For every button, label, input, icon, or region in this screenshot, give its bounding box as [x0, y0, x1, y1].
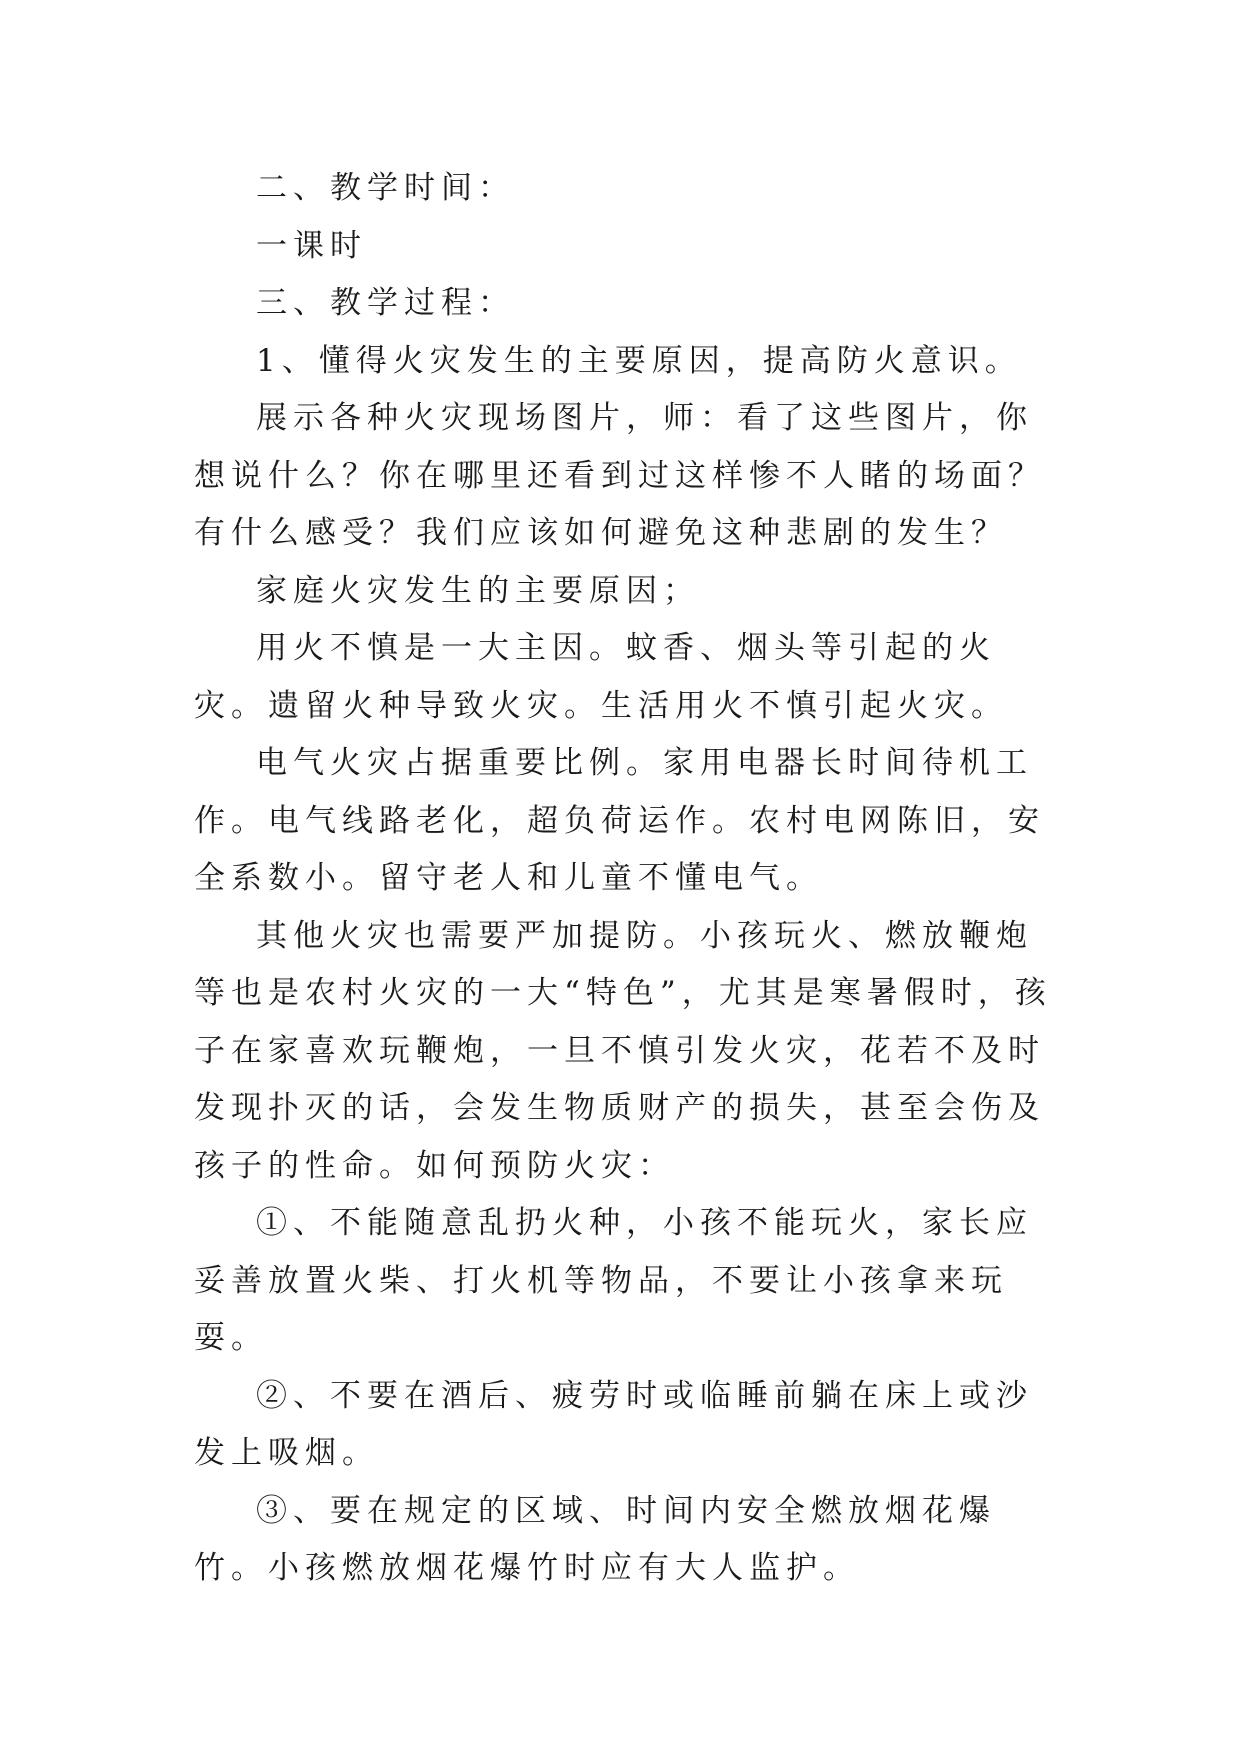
paragraph-one-lesson: 一课时 [256, 227, 367, 264]
paragraph-prevention-1: ①、不能随意乱扔火种，小孩不能玩火，家长应妥善放置火柴、打火机等物品，不要让小孩拿来玩耍。 [194, 1205, 1033, 1356]
paragraph-fire-pictures: 展示各种火灾现场图片，师：看了这些图片，你想说什么？你在哪里还看到过这样惨不人睹的场面？有什么感受？我们应该如何避免这种悲剧的发生？ [194, 400, 1045, 551]
paragraph-prevention-3: ③、要在规定的区域、时间内安全燃放烟花爆竹。小孩燃放烟花爆竹时应有大人监护。 [194, 1492, 996, 1586]
paragraph-item-1: 1、懂得火灾发生的主要原因，提高防火意识。 [256, 342, 1022, 379]
paragraph-other-fires: 其他火灾也需要严加提防。小孩玩火、燃放鞭炮等也是农村火灾的一大“特色”，尤其是寒暑假时，孩子在家喜欢玩鞭炮，一旦不慎引发火灾，花若不及时发现扑灭的话，会发生物质财产的损失，甚至会伤及孩子的性命。如何预防火灾： [194, 917, 1052, 1184]
paragraph-electrical-fires: 电气火灾占据重要比例。家用电器长时间待机工作。电气线路老化，超负荷运作。农村电网陈旧，安全系数小。留守老人和儿童不懂电气。 [194, 745, 1045, 896]
paragraph-home-fire-causes: 家庭火灾发生的主要原因； [256, 572, 700, 609]
paragraph-careless-fire-use: 用火不慎是一大主因。蚊香、烟头等引起的火灾。遗留火种导致火灾。生活用火不慎引起火灾。 [194, 630, 1008, 724]
document-body [194, 160, 1052, 1598]
paragraph-prevention-2: ②、不要在酒后、疲劳时或临睡前躺在床上或沙发上吸烟。 [194, 1377, 1033, 1471]
paragraph-teaching-time-heading: 二、教学时间： [256, 170, 515, 206]
paragraph-teaching-process-heading: 三、教学过程： [256, 285, 515, 321]
